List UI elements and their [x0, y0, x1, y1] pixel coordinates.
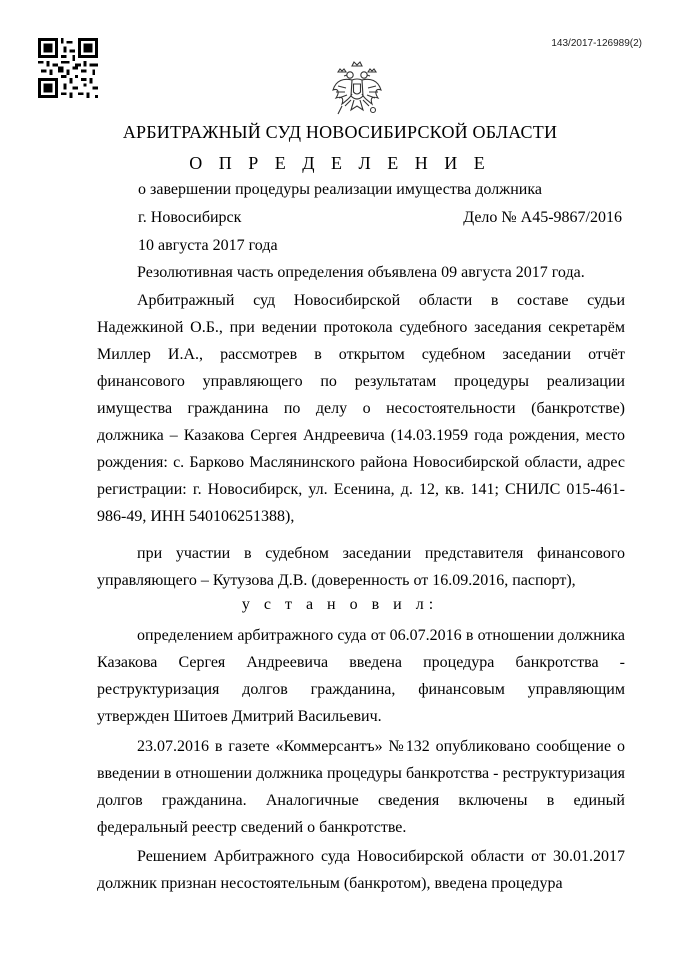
- paragraph-resolution-announced: Резолютивная часть определения объявлена 09 августа 2017 года.: [137, 264, 585, 281]
- case-number: Дело № А45-9867/2016: [463, 209, 622, 226]
- document-case-id: 143/2017-126989(2): [551, 38, 642, 49]
- paragraph-publication: 23.07.2016 в газете «Коммерсантъ» №132 опубликовано сообщение о введении в отношении должника процедуры банкротства - реструктуризация долгов гражданина. Аналогичные сведения включены в единый федеральный реестр сведений о банкротстве.: [97, 738, 625, 836]
- paragraph-court-composition: Арбитражный суд Новосибирской области в составе судьи Надежкиной О.Б., при ведении протокола судебного заседания секретарём Миллер И.А., рассмотрев в открытом судебном заседании отчёт финансового управляющего по результатам процедуры реализации имущества гражданина по делу о несостоятельности (банкротстве) должника – Казакова Сергея Андреевича (14.03.1959 года рождения, место рождения: с. Барково Маслянинского района Новосибирской области, адрес регистрации: г. Новосибирск, ул. Есенина, д. 12, кв. 141; СНИЛС 015-461-986-49, ИНН 540106251388),: [97, 292, 625, 525]
- document-date: 10 августа 2017 года: [138, 237, 278, 254]
- paragraph-participants: при участии в судебном заседании представителя финансового управляющего – Кутузова Д.В. (доверенность от 16.09.2016, паспорт),: [97, 545, 625, 589]
- paragraph-bankruptcy-decision: Решением Арбитражного суда Новосибирской области от 30.01.2017 должник признан несостоятельным (банкротом), введена процедура: [97, 848, 625, 892]
- qr-code-icon: [38, 38, 98, 98]
- court-name: АРБИТРАЖНЫЙ СУД НОВОСИБИРСКОЙ ОБЛАСТИ: [122, 122, 558, 142]
- document-type: О П Р Е Д Е Л Е Н И Е: [189, 153, 491, 173]
- paragraph-restructuring: определением арбитражного суда от 06.07.2016 в отношении должника Казакова Сергея Андреевича введена процедура банкротства - реструктуризация долгов гражданина, финансовым управляющим утвержден Шитоев Дмитрий Васильевич.: [97, 627, 625, 725]
- city: г. Новосибирск: [138, 209, 242, 226]
- document-subject: о завершении процедуры реализации имущества должника: [138, 181, 542, 198]
- russian-coat-of-arms-icon: [330, 60, 384, 120]
- established-heading: у с т а н о в и л:: [241, 596, 439, 613]
